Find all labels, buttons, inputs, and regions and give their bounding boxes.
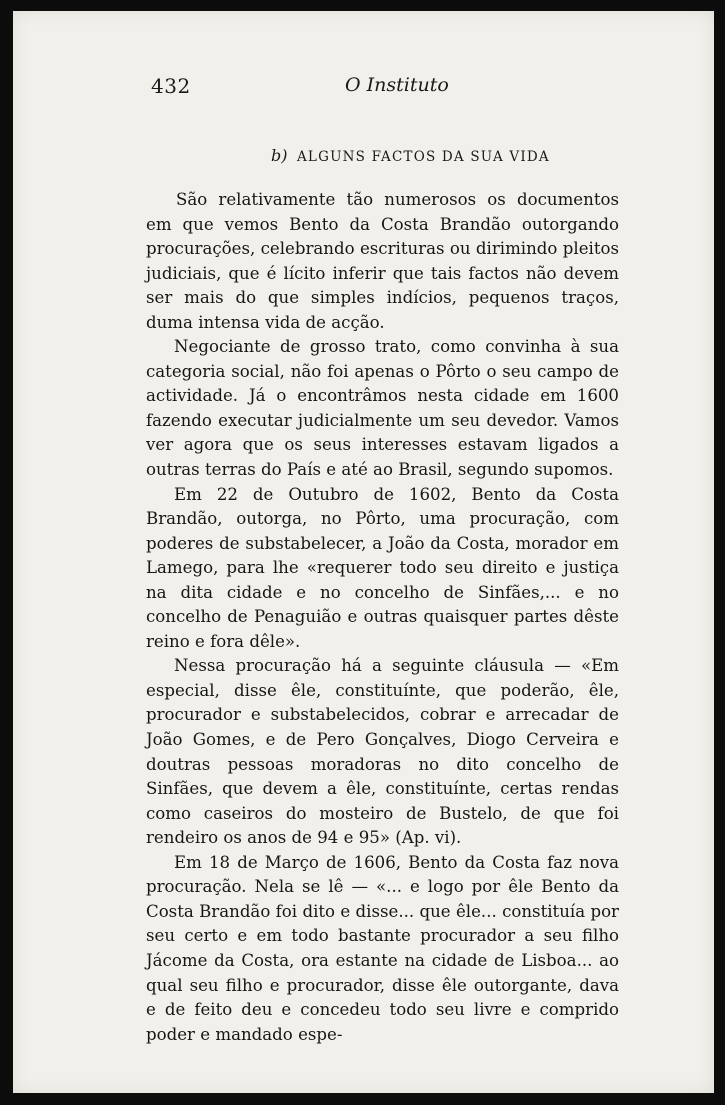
paragraph: Em 18 de Março de 1606, Bento da Costa faz nova procuração. Nela se lê — «... e logo por êle Bento da Costa Brandão foi dito e disse... que êle... constituía por seu certo e em todo bastante procurador a seu filho Jácome da Costa, ora estante na cidade de Lisboa... ao qual seu filho e procurador, disse êle outorgante, dava e de feito deu e concedeu todo seu livre e comprido poder e mandado espe-: [146, 852, 619, 1044]
section-heading: [271, 146, 550, 165]
paragraph: Negociante de grosso trato, como convinha à sua categoria social, não foi apenas o Pôrto o seu campo de actividade. Já o encontrâmos nesta cidade em 1600 fazendo executar judicialmente um seu devedor. Vamos ver agora que os seus interesses estavam ligados a outras terras do País e até ao Brasil, segundo supomos.: [146, 337, 619, 480]
section-letter: b): [271, 146, 288, 165]
paragraph: Em 22 de Outubro de 1602, Bento da Costa Brandão, outorga, no Pôrto, uma procuração, com poderes de substabelecer, a João da Costa, morador em Lamego, para lhe «requerer todo seu direito e justiça na dita cidade e no concelho de Sinfães,... e no concelho de Penaguião e outras quaisquer partes dêste reino e fora dêle».: [146, 484, 619, 651]
running-head: [13, 74, 714, 100]
journal-title: O Instituto: [345, 74, 449, 96]
paragraph: Nessa procuração há a seguinte cláusula — «Em especial, disse êle, constituínte, que poderão, êle, procurador e substabelecidos, cobrar e arrecadar de João Gomes, e de Pero Gonçalves, Diogo Cerveira e doutras pessoas moradoras no dito concelho de Sinfães, que devem a êle, constituínte, certas rendas como caseiros do mosteiro de Bustelo, de que foi rendeiro os anos de 94 e 95» (Ap. vi).: [146, 656, 619, 848]
book-page: [13, 11, 714, 1093]
body-text: [146, 188, 619, 1047]
page-number: 432: [151, 74, 191, 98]
section-title: ALGUNS FACTOS DA SUA VIDA: [296, 149, 550, 165]
paragraph: São relativamente tão numerosos os documentos em que vemos Bento da Costa Brandão outorgando procurações, celebrando escrituras ou dirimindo pleitos judiciais, que é lícito inferir que tais factos não devem ser mais do que simples indícios, pequenos traços, duma intensa vida de acção.: [146, 190, 619, 332]
